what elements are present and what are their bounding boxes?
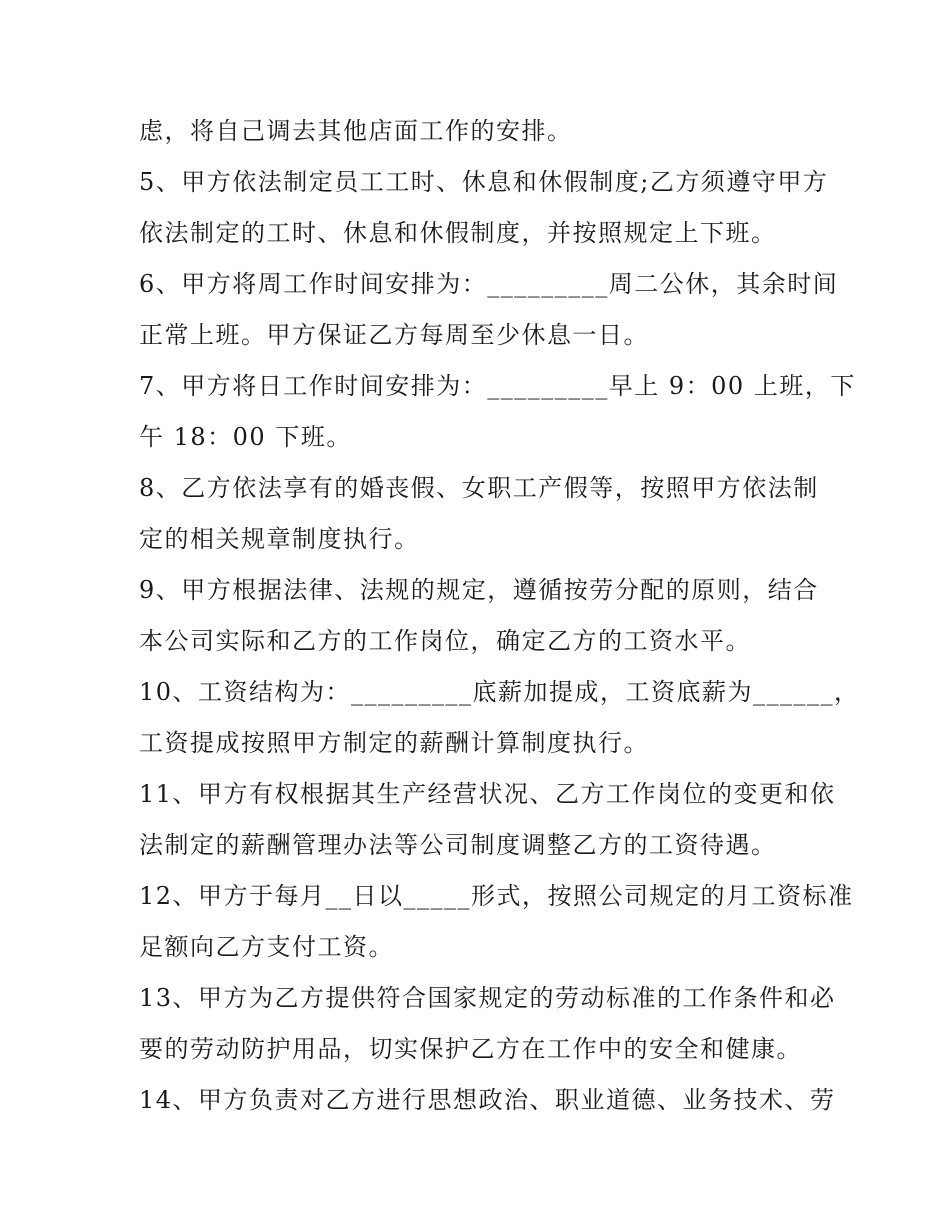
text-line: 足额向乙方支付工资。 — [139, 933, 394, 961]
text-line: 法制定的薪酬管理办法等公司制度调整乙方的工资待遇。 — [139, 831, 777, 859]
text-line: 正常上班。甲方保证乙方每周至少休息一日。 — [139, 321, 649, 349]
text-line: 12、甲方于每月__日以_____形式，按照公司规定的月工资标准 — [139, 882, 854, 910]
text-line: 11、甲方有权根据其生产经营状况、乙方工作岗位的变更和依 — [139, 780, 836, 808]
text-line: 6、甲方将周工作时间安排为：_________周二公休，其余时间 — [139, 270, 839, 298]
text-line: 本公司实际和乙方的工作岗位，确定乙方的工资水平。 — [139, 627, 751, 655]
text-line: 要的劳动防护用品，切实保护乙方在工作中的安全和健康。 — [139, 1035, 802, 1063]
text-line: 午 18：00 下班。 — [139, 423, 352, 451]
text-line: 虑，将自己调去其他店面工作的安排。 — [139, 117, 573, 145]
text-line: 9、甲方根据法律、法规的规定，遵循按劳分配的原则，结合 — [139, 576, 819, 604]
text-line: 13、甲方为乙方提供符合国家规定的劳动标准的工作条件和必 — [139, 984, 836, 1012]
text-line: 工资提成按照甲方制定的薪酬计算制度执行。 — [139, 729, 649, 757]
text-line: 5、甲方依法制定员工工时、休息和休假制度;乙方须遵守甲方 — [139, 168, 829, 196]
text-line: 14、甲方负责对乙方进行思想政治、职业道德、业务技术、劳 — [139, 1086, 836, 1114]
text-line: 8、乙方依法享有的婚丧假、女职工产假等，按照甲方依法制 — [139, 474, 819, 502]
text-line: 依法制定的工时、休息和休假制度，并按照规定上下班。 — [139, 219, 777, 247]
text-line: 定的相关规章制度执行。 — [139, 525, 420, 553]
text-line: 10、工资结构为：_________底薪加提成，工资底薪为______， — [139, 678, 860, 706]
text-line: 7、甲方将日工作时间安排为：_________早上 9：00 上班，下 — [139, 372, 856, 400]
document-body — [139, 111, 860, 1131]
